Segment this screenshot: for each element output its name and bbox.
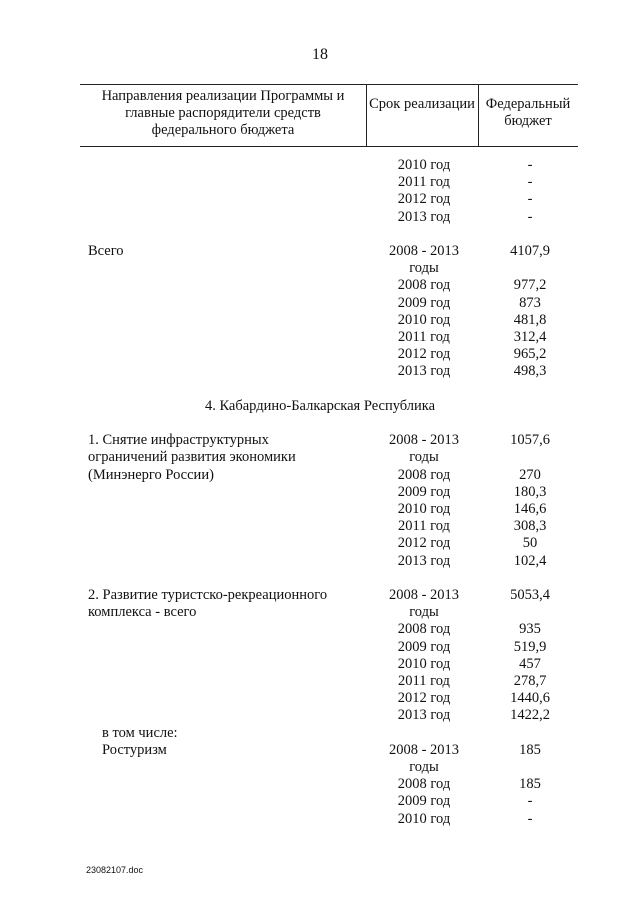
row-period: 2009 год <box>397 484 451 500</box>
row-period: 2011 год <box>398 329 450 345</box>
row-value: 457 <box>519 656 541 672</box>
row-period: 2008 - 2013 <box>388 243 460 259</box>
row-period: годы <box>409 449 439 465</box>
section-heading: 4. Кабардино-Балкарская Республика <box>204 398 436 414</box>
row-period: 2010 год <box>397 811 451 827</box>
row-period: 2010 год <box>397 312 451 328</box>
row-period: годы <box>409 604 439 620</box>
row-period: 2008 год <box>397 776 451 792</box>
row-value: 278,7 <box>513 673 547 689</box>
header-col-directions: Направления реализации Программы и главные распорядители средств федерального бюджета <box>101 88 345 138</box>
row-value: - <box>527 191 533 207</box>
row-period: 2013 год <box>397 363 451 379</box>
row-value: 519,9 <box>513 639 547 655</box>
row-value: - <box>527 157 533 173</box>
row-value: 498,3 <box>513 363 547 379</box>
row-period: 2010 год <box>397 157 451 173</box>
row-value: 102,4 <box>513 553 547 569</box>
row-value: - <box>527 174 533 190</box>
page-number: 18 <box>312 46 328 63</box>
row-period: 2008 - 2013 <box>388 742 460 758</box>
row-period: 2008 год <box>397 467 451 483</box>
row-period: 2009 год <box>397 295 451 311</box>
row-period: 2008 - 2013 <box>388 432 460 448</box>
row-period: 2010 год <box>397 501 451 517</box>
row-value: - <box>527 793 533 809</box>
row-period: 2011 год <box>398 518 450 534</box>
row-period: 2009 год <box>397 639 451 655</box>
row-label: ограничений развития экономики <box>88 449 296 465</box>
row-label: комплекса - всего <box>88 604 197 620</box>
row-period: 2008 год <box>397 621 451 637</box>
row-label: 2. Развитие туристско-рекреационного <box>88 587 328 603</box>
row-period: 2009 год <box>397 793 451 809</box>
row-value: 935 <box>519 621 541 637</box>
row-value: 270 <box>519 467 541 483</box>
row-value: 180,3 <box>513 484 547 500</box>
row-value: 308,3 <box>513 518 547 534</box>
row-value: 1440,6 <box>510 690 550 706</box>
row-period: годы <box>409 260 439 276</box>
row-value: - <box>527 811 533 827</box>
footer-filename: 23082107.doc <box>86 865 144 875</box>
row-period: годы <box>409 759 439 775</box>
row-value: 4107,9 <box>510 243 550 259</box>
row-value: 1057,6 <box>510 432 550 448</box>
row-label: 1. Снятие инфраструктурных <box>88 432 269 448</box>
row-period: 2012 год <box>397 690 451 706</box>
row-value: - <box>527 209 533 225</box>
row-value: 965,2 <box>513 346 547 362</box>
row-value: 146,6 <box>513 501 547 517</box>
row-period: 2012 год <box>397 191 451 207</box>
row-period: 2011 год <box>398 673 450 689</box>
row-period: 2013 год <box>397 707 451 723</box>
header-col-federal-budget: Федеральный бюджет <box>485 96 571 129</box>
row-period: 2013 год <box>397 553 451 569</box>
row-label: в том числе: <box>102 725 178 741</box>
row-period: 2011 год <box>398 174 450 190</box>
row-value: 185 <box>519 776 541 792</box>
row-value: 50 <box>522 535 538 551</box>
row-value: 312,4 <box>513 329 547 345</box>
row-period: 2008 - 2013 <box>388 587 460 603</box>
header-col-period: Срок реализации <box>369 96 475 112</box>
row-label: Всего <box>88 243 124 259</box>
row-value: 5053,4 <box>510 587 550 603</box>
row-period: 2008 год <box>397 277 451 293</box>
row-period: 2012 год <box>397 535 451 551</box>
row-label: Ростуризм <box>102 742 167 758</box>
row-value: 977,2 <box>513 277 547 293</box>
row-period: 2010 год <box>397 656 451 672</box>
row-period: 2013 год <box>397 209 451 225</box>
row-label: (Минэнерго России) <box>88 467 214 483</box>
row-value: 1422,2 <box>510 707 550 723</box>
row-value: 185 <box>519 742 541 758</box>
row-value: 481,8 <box>513 312 547 328</box>
row-period: 2012 год <box>397 346 451 362</box>
row-value: 873 <box>519 295 541 311</box>
